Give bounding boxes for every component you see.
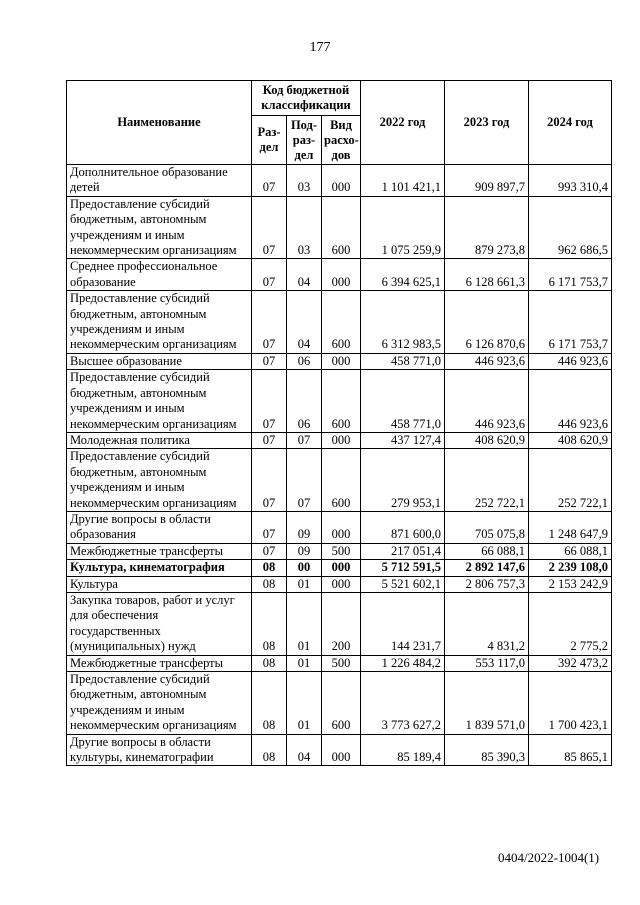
cell-subsection: 04 — [287, 259, 322, 291]
cell-subsection: 09 — [287, 511, 322, 543]
cell-2024: 66 088,1 — [529, 543, 612, 559]
cell-expense-type: 600 — [322, 672, 361, 735]
table-row — [67, 576, 612, 592]
cell-expense-type: 600 — [322, 370, 361, 433]
cell-2024: 6 171 753,7 — [529, 259, 612, 291]
cell-expense-type: 000 — [322, 165, 361, 197]
cell-2024: 2 775,2 — [529, 592, 612, 655]
cell-subsection: 04 — [287, 291, 322, 354]
cell-subsection: 07 — [287, 449, 322, 512]
cell-expense-type: 600 — [322, 291, 361, 354]
cell-2024: 6 171 753,7 — [529, 291, 612, 354]
header-2022: 2022 год — [361, 81, 445, 165]
cell-section: 07 — [252, 165, 287, 197]
cell-name: Предоставление субсидий бюджетным, автономным учреждениям и иным некоммерческим организациям — [67, 370, 252, 433]
cell-subsection: 09 — [287, 543, 322, 559]
cell-section: 07 — [252, 511, 287, 543]
cell-name: Закупка товаров, работ и услуг для обеспечения государственных (муниципальных) нужд — [67, 592, 252, 655]
cell-section: 08 — [252, 655, 287, 671]
cell-subsection: 07 — [287, 432, 322, 448]
cell-2022: 279 953,1 — [361, 449, 445, 512]
table-row — [67, 672, 612, 735]
cell-name: Предоставление субсидий бюджетным, автономным учреждениям и иным некоммерческим организациям — [67, 291, 252, 354]
cell-subsection: 04 — [287, 734, 322, 766]
cell-2023: 6 128 661,3 — [445, 259, 529, 291]
cell-subsection: 01 — [287, 655, 322, 671]
header-expense-type: Вид расхо- дов — [322, 116, 361, 165]
cell-name: Культура, кинематография — [67, 560, 252, 576]
table-row — [67, 196, 612, 259]
cell-name: Молодежная политика — [67, 432, 252, 448]
cell-name: Другие вопросы в области образования — [67, 511, 252, 543]
cell-2023: 1 839 571,0 — [445, 672, 529, 735]
cell-2023: 553 117,0 — [445, 655, 529, 671]
cell-2024: 993 310,4 — [529, 165, 612, 197]
cell-2022: 871 600,0 — [361, 511, 445, 543]
cell-expense-type: 000 — [322, 576, 361, 592]
header-section: Раз- дел — [252, 116, 287, 165]
cell-2024: 85 865,1 — [529, 734, 612, 766]
cell-2024: 1 248 647,9 — [529, 511, 612, 543]
cell-2023: 66 088,1 — [445, 543, 529, 559]
cell-section: 07 — [252, 353, 287, 369]
budget-table-body — [67, 165, 612, 766]
cell-section: 08 — [252, 560, 287, 576]
cell-2024: 2 239 108,0 — [529, 560, 612, 576]
header-name: Наименование — [67, 81, 252, 165]
cell-name: Дополнительное образование детей — [67, 165, 252, 197]
table-row — [67, 560, 612, 576]
cell-subsection: 01 — [287, 672, 322, 735]
cell-name: Другие вопросы в области культуры, кинематографии — [67, 734, 252, 766]
cell-2023: 2 892 147,6 — [445, 560, 529, 576]
cell-expense-type: 500 — [322, 655, 361, 671]
table-row — [67, 165, 612, 197]
cell-expense-type: 200 — [322, 592, 361, 655]
cell-section: 08 — [252, 734, 287, 766]
cell-2022: 6 312 983,5 — [361, 291, 445, 354]
cell-2022: 85 189,4 — [361, 734, 445, 766]
cell-2022: 1 101 421,1 — [361, 165, 445, 197]
cell-name: Предоставление субсидий бюджетным, автономным учреждениям и иным некоммерческим организациям — [67, 196, 252, 259]
cell-subsection: 03 — [287, 165, 322, 197]
cell-name: Предоставление субсидий бюджетным, автономным учреждениям и иным некоммерческим организациям — [67, 449, 252, 512]
cell-section: 08 — [252, 672, 287, 735]
cell-expense-type: 000 — [322, 511, 361, 543]
cell-2024: 2 153 242,9 — [529, 576, 612, 592]
cell-2024: 446 923,6 — [529, 370, 612, 433]
table-row — [67, 370, 612, 433]
cell-2024: 252 722,1 — [529, 449, 612, 512]
table-row — [67, 543, 612, 559]
cell-section: 07 — [252, 259, 287, 291]
cell-2022: 458 771,0 — [361, 353, 445, 369]
cell-2023: 446 923,6 — [445, 370, 529, 433]
cell-2022: 5 521 602,1 — [361, 576, 445, 592]
cell-subsection: 01 — [287, 592, 322, 655]
table-row — [67, 592, 612, 655]
header-code-group: Код бюджетной классификации — [252, 81, 361, 116]
cell-name: Высшее образование — [67, 353, 252, 369]
cell-2022: 5 712 591,5 — [361, 560, 445, 576]
cell-expense-type: 000 — [322, 734, 361, 766]
document-code: 0404/2022-1004(1) — [498, 850, 600, 865]
cell-2024: 446 923,6 — [529, 353, 612, 369]
table-row — [67, 655, 612, 671]
budget-table — [66, 80, 612, 766]
header-2024: 2024 год — [529, 81, 612, 165]
cell-2022: 144 231,7 — [361, 592, 445, 655]
cell-name: Культура — [67, 576, 252, 592]
cell-section: 07 — [252, 449, 287, 512]
cell-name: Предоставление субсидий бюджетным, автономным учреждениям и иным некоммерческим организациям — [67, 672, 252, 735]
cell-subsection: 00 — [287, 560, 322, 576]
table-row — [67, 449, 612, 512]
cell-2023: 252 722,1 — [445, 449, 529, 512]
cell-subsection: 06 — [287, 353, 322, 369]
cell-2023: 4 831,2 — [445, 592, 529, 655]
table-row — [67, 511, 612, 543]
cell-section: 07 — [252, 432, 287, 448]
cell-2023: 2 806 757,3 — [445, 576, 529, 592]
cell-2023: 85 390,3 — [445, 734, 529, 766]
cell-section: 07 — [252, 196, 287, 259]
cell-2023: 446 923,6 — [445, 353, 529, 369]
cell-2022: 1 226 484,2 — [361, 655, 445, 671]
cell-subsection: 03 — [287, 196, 322, 259]
cell-name: Среднее профессиональное образование — [67, 259, 252, 291]
cell-2022: 1 075 259,9 — [361, 196, 445, 259]
cell-2022: 217 051,4 — [361, 543, 445, 559]
table-row — [67, 291, 612, 354]
page-number: 177 — [309, 40, 331, 55]
cell-2022: 3 773 627,2 — [361, 672, 445, 735]
cell-2022: 6 394 625,1 — [361, 259, 445, 291]
cell-2023: 909 897,7 — [445, 165, 529, 197]
cell-expense-type: 600 — [322, 196, 361, 259]
cell-expense-type: 600 — [322, 449, 361, 512]
cell-subsection: 01 — [287, 576, 322, 592]
header-2023: 2023 год — [445, 81, 529, 165]
cell-expense-type: 000 — [322, 259, 361, 291]
cell-name: Межбюджетные трансферты — [67, 655, 252, 671]
cell-2024: 392 473,2 — [529, 655, 612, 671]
cell-2024: 962 686,5 — [529, 196, 612, 259]
table-row — [67, 432, 612, 448]
table-row — [67, 353, 612, 369]
cell-2023: 408 620,9 — [445, 432, 529, 448]
cell-section: 07 — [252, 370, 287, 433]
cell-name: Межбюджетные трансферты — [67, 543, 252, 559]
table-row — [67, 259, 612, 291]
cell-section: 07 — [252, 543, 287, 559]
cell-2024: 1 700 423,1 — [529, 672, 612, 735]
cell-expense-type: 000 — [322, 432, 361, 448]
cell-2023: 879 273,8 — [445, 196, 529, 259]
cell-2022: 437 127,4 — [361, 432, 445, 448]
cell-expense-type: 500 — [322, 543, 361, 559]
cell-expense-type: 000 — [322, 353, 361, 369]
cell-expense-type: 000 — [322, 560, 361, 576]
cell-section: 07 — [252, 291, 287, 354]
cell-2023: 705 075,8 — [445, 511, 529, 543]
cell-2024: 408 620,9 — [529, 432, 612, 448]
header-subsection: Под- раз- дел — [287, 116, 322, 165]
cell-subsection: 06 — [287, 370, 322, 433]
cell-section: 08 — [252, 576, 287, 592]
cell-2023: 6 126 870,6 — [445, 291, 529, 354]
cell-section: 08 — [252, 592, 287, 655]
cell-2022: 458 771,0 — [361, 370, 445, 433]
table-row — [67, 734, 612, 766]
